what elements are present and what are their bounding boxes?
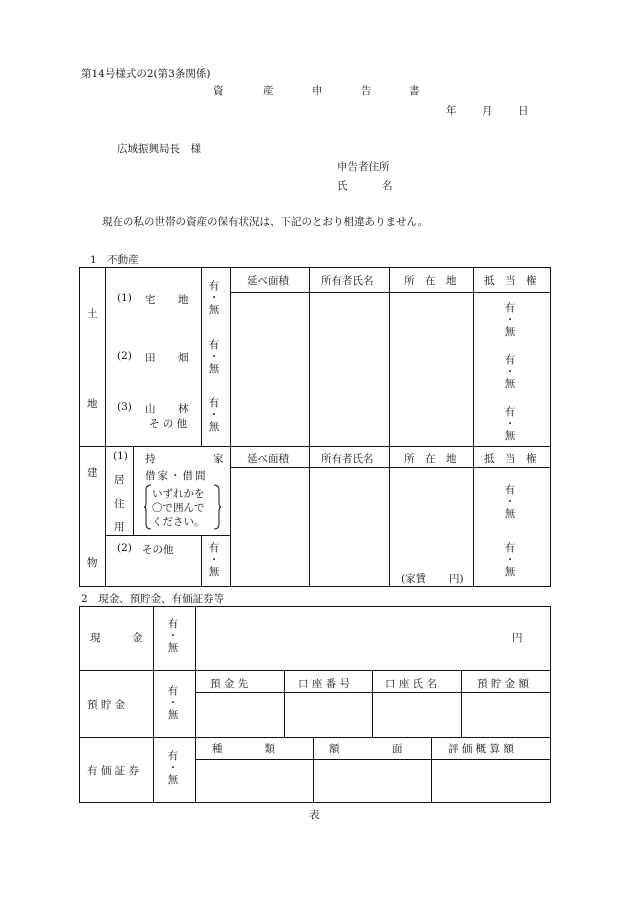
addressee: 広域振興局長 様 (117, 143, 201, 155)
cash-unit: 円 (512, 632, 523, 644)
land-row-sub: そ の 他 (149, 418, 188, 430)
building-yes-no: 有 ・ 無 (208, 542, 220, 578)
land-row-name: 地 (178, 294, 189, 306)
other-building-label: その他 (142, 544, 174, 556)
residence-note: ください。 (152, 516, 205, 528)
land-row-name: 林 (178, 403, 189, 415)
mortgage-yes-no: 有 ・ 無 (504, 484, 516, 520)
savings-col-account-name: 口 座 氏 名 (385, 678, 438, 690)
title-char: 告 (361, 85, 372, 97)
date-year: 年 (446, 105, 457, 117)
securities-col-face: 額 面 (329, 743, 403, 755)
savings-yes-no: 有 ・ 無 (167, 685, 179, 721)
savings-col-bank: 預 金 先 (210, 678, 249, 690)
col-header-area: 延べ面積 (247, 453, 289, 465)
title-char: 申 (312, 85, 323, 97)
mortgage-yes-no: 有 ・ 無 (504, 302, 516, 338)
residence-note: いずれかを (152, 488, 205, 500)
rent-label: (家賃 (401, 573, 427, 585)
securities-yes-no: 有 ・ 無 (167, 750, 179, 786)
note-bracket-right (213, 484, 221, 530)
col-header-mortgage: 抵 当 権 (484, 453, 537, 465)
section1-heading: 1 不動産 (90, 254, 139, 266)
residence-label-char: 住 (114, 498, 125, 510)
residence-label-char: 居 (114, 474, 125, 486)
note-bracket-left (144, 484, 152, 530)
land-row-num: (1) (117, 292, 132, 304)
savings-col-amount: 預 貯 金 額 (477, 678, 530, 690)
date-month: 月 (482, 105, 493, 117)
cash-yes-no: 有 ・ 無 (167, 618, 179, 654)
col-header-owner: 所有者氏名 (321, 275, 374, 287)
savings-label: 預 貯 金 (87, 699, 126, 711)
col-header-location: 所 在 地 (404, 275, 457, 287)
building-label-char: 物 (87, 557, 98, 569)
land-row-num: (2) (117, 350, 132, 362)
mortgage-yes-no: 有 ・ 無 (504, 542, 516, 578)
declarant-address-label: 申告者住所 (337, 161, 390, 173)
title-char: 書 (409, 85, 420, 97)
land-row-name: 宅 (145, 294, 156, 306)
mortgage-yes-no: 有 ・ 無 (504, 354, 516, 390)
land-yes-no: 有 ・ 無 (208, 339, 220, 375)
securities-label: 有 価 証 券 (87, 765, 140, 777)
title-char: 資 (213, 85, 224, 97)
building-label-char: 建 (87, 467, 98, 479)
land-label-char: 土 (87, 308, 98, 320)
land-row-name: 田 (145, 352, 156, 364)
land-row-name: 畑 (178, 352, 189, 364)
col-header-area: 延べ面積 (247, 275, 289, 287)
securities-col-valuation: 評 価 概 算 額 (448, 743, 514, 755)
residence-num: (1) (113, 450, 128, 462)
declarant-name-label: 名 (382, 180, 393, 192)
col-header-mortgage: 抵 当 権 (484, 275, 537, 287)
form-number: 第14号様式の2(第3条関係) (81, 68, 211, 80)
date-day: 日 (518, 105, 529, 117)
securities-col-type: 種 類 (212, 743, 275, 755)
col-header-owner: 所有者氏名 (321, 453, 374, 465)
residence-option-rent: 借家・借間 (145, 470, 208, 482)
rent-unit: 円) (449, 573, 464, 585)
title-char: 産 (263, 85, 274, 97)
declarant-name-label: 氏 (337, 180, 348, 192)
land-label-char: 地 (87, 398, 98, 410)
section2-heading: 2 現金、預貯金、有価証券等 (81, 593, 225, 605)
residence-option-own: 家 (213, 453, 224, 465)
residence-note: 〇で囲んで (152, 502, 205, 514)
mortgage-yes-no: 有 ・ 無 (504, 406, 516, 442)
other-building-num: (2) (117, 542, 132, 554)
land-yes-no: 有 ・ 無 (208, 397, 220, 433)
residence-option-own: 持 (145, 453, 156, 465)
page-side-label: 表 (309, 809, 320, 821)
land-row-num: (3) (117, 401, 132, 413)
savings-col-account-no: 口 座 番 号 (298, 678, 351, 690)
col-header-location: 所 在 地 (404, 453, 457, 465)
cash-label: 現 金 (90, 632, 143, 644)
land-yes-no: 有 ・ 無 (208, 280, 220, 316)
residence-label-char: 用 (114, 521, 125, 533)
declaration-text: 現在の私の世帯の資産の保有状況は、下記のとおり相違ありません。 (102, 216, 429, 228)
land-row-name: 山 (145, 403, 156, 415)
